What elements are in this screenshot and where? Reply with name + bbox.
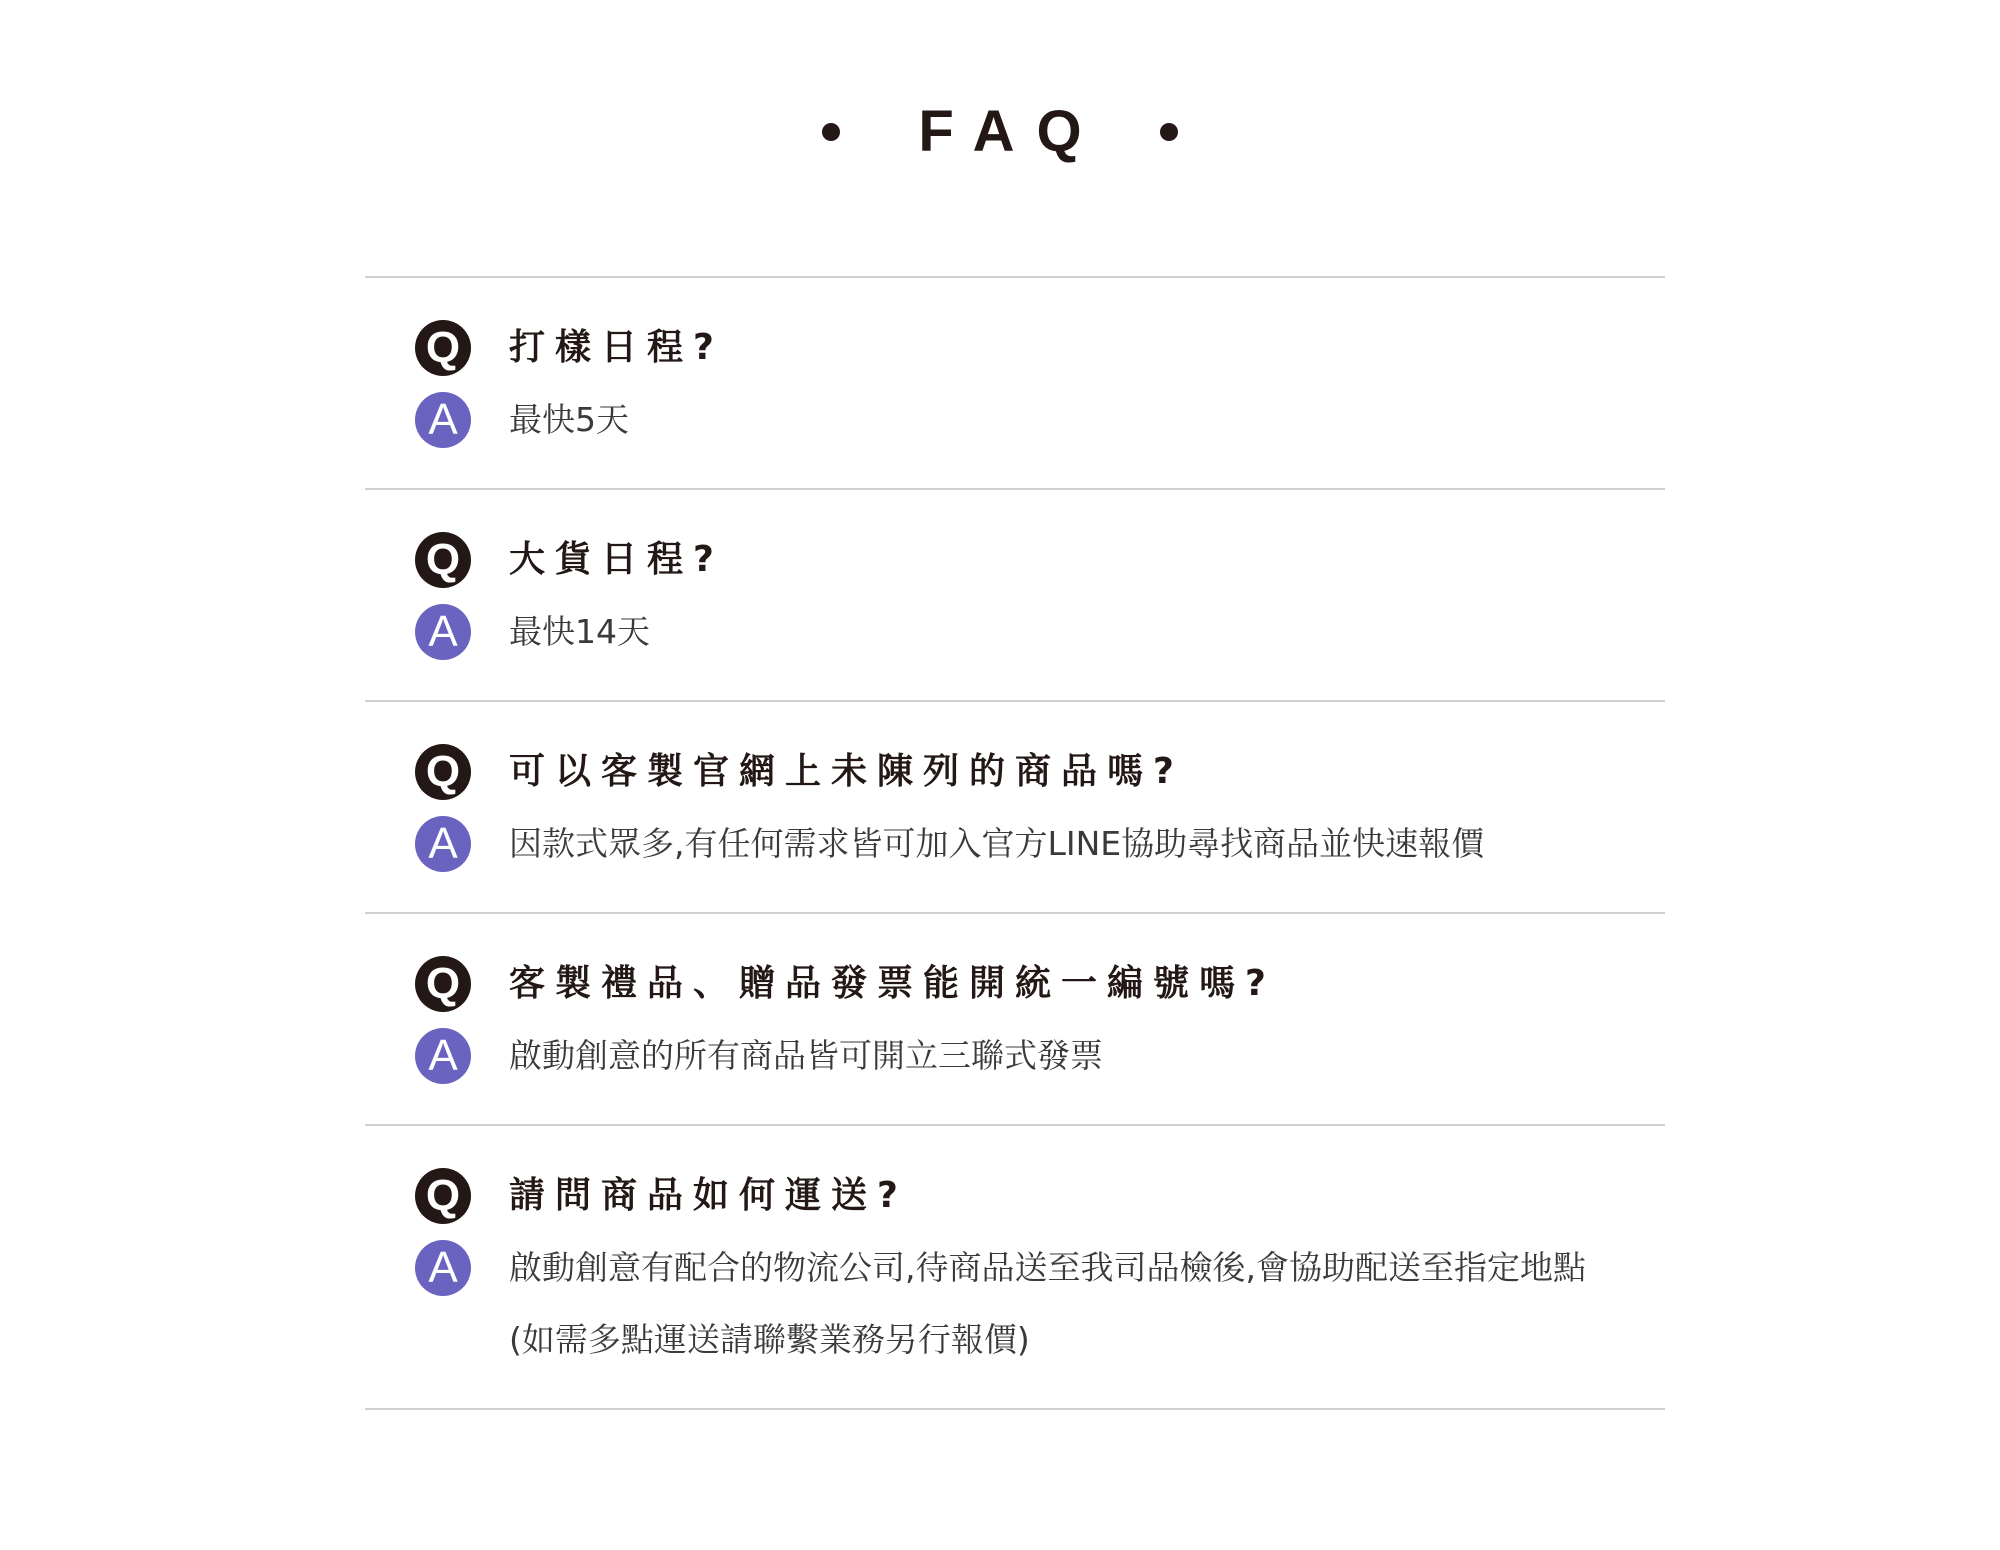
question-text: 請問商品如何運送? [509, 1175, 908, 1216]
answer-row [365, 816, 1665, 872]
faq-header [0, 92, 2000, 172]
faq-item [365, 278, 1665, 490]
a-badge-icon: A [415, 1028, 471, 1084]
answer-line: 啟動創意的所有商品皆可開立三聯式發票 [509, 1036, 1103, 1075]
bullet-dot-right-icon [1160, 123, 1178, 141]
faq-item [365, 1126, 1665, 1410]
question-text: 大貨日程? [509, 539, 724, 580]
faq-item [365, 914, 1665, 1126]
question-row [365, 532, 1665, 588]
answer-row [365, 1240, 1665, 1368]
question-row [365, 320, 1665, 376]
a-badge-icon: A [415, 1240, 471, 1296]
answer-line: 最快14天 [509, 612, 650, 651]
answer-line: (如需多點運送請聯繫業務另行報價) [509, 1320, 1030, 1359]
faq-item [365, 702, 1665, 914]
answer-text [509, 604, 650, 660]
answer-row [365, 1028, 1665, 1084]
question-text: 可以客製官網上未陳列的商品嗎? [509, 751, 1184, 792]
answer-text [509, 392, 629, 448]
a-badge-icon: A [415, 816, 471, 872]
q-badge-icon: Q [415, 1168, 471, 1224]
page-title: FAQ [918, 99, 1104, 164]
q-badge-icon: Q [415, 532, 471, 588]
bullet-dot-left-icon [822, 123, 840, 141]
question-row [365, 956, 1665, 1012]
q-badge-icon: Q [415, 744, 471, 800]
answer-line: 啟動創意有配合的物流公司,待商品送至我司品檢後,會協助配送至指定地點 [509, 1248, 1586, 1287]
answer-text [509, 1240, 1586, 1368]
answer-row [365, 392, 1665, 448]
question-row [365, 1168, 1665, 1224]
faq-list [365, 276, 1665, 1410]
question-text: 客製禮品、贈品發票能開統一編號嗎? [509, 963, 1276, 1004]
answer-text [509, 816, 1484, 872]
answer-text [509, 1028, 1103, 1084]
q-badge-icon: Q [415, 956, 471, 1012]
answer-row [365, 604, 1665, 660]
question-text: 打樣日程? [509, 327, 724, 368]
question-row [365, 744, 1665, 800]
answer-line: 因款式眾多,有任何需求皆可加入官方LINE協助尋找商品並快速報價 [509, 824, 1485, 863]
answer-line: 最快5天 [509, 400, 629, 439]
q-badge-icon: Q [415, 320, 471, 376]
a-badge-icon: A [415, 392, 471, 448]
faq-item [365, 490, 1665, 702]
a-badge-icon: A [415, 604, 471, 660]
